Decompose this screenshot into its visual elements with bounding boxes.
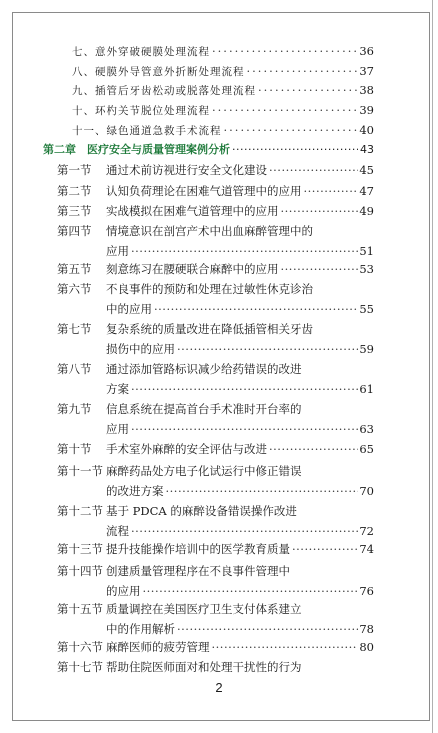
section-title-line bbox=[106, 622, 374, 636]
section-number: 第十三节 bbox=[57, 542, 103, 556]
toc-entry[interactable] bbox=[72, 123, 374, 138]
leader-dots bbox=[129, 422, 358, 436]
section-page: 49 bbox=[359, 204, 374, 218]
leader-dots bbox=[175, 342, 358, 356]
leader-dots bbox=[256, 83, 358, 97]
leader-dots bbox=[222, 123, 359, 137]
leader-dots bbox=[175, 622, 358, 636]
toc-entry[interactable] bbox=[72, 103, 374, 118]
section-page: 47 bbox=[359, 184, 374, 198]
section-title-line bbox=[106, 660, 374, 674]
section-title-line bbox=[106, 382, 374, 396]
section-title-line bbox=[106, 204, 374, 218]
section-number: 第五节 bbox=[57, 262, 92, 276]
section-title: 麻醉医师的疲劳管理 bbox=[106, 640, 210, 654]
toc-entry[interactable] bbox=[72, 83, 374, 98]
leader-dots bbox=[129, 244, 358, 258]
section-page: 45 bbox=[359, 163, 374, 177]
section-title-line bbox=[106, 640, 374, 654]
section-title-line bbox=[106, 542, 374, 556]
leader-dots bbox=[210, 640, 359, 654]
chapter-heading[interactable] bbox=[43, 143, 374, 157]
leader-dots bbox=[164, 484, 359, 498]
section-title: 中的应用 bbox=[106, 301, 152, 316]
toc-entry-title: 十一、绿色通道急救手术流程 bbox=[72, 125, 222, 137]
section-title-line bbox=[106, 163, 374, 177]
section-title: 应用 bbox=[106, 243, 129, 258]
section-page: 65 bbox=[359, 442, 374, 456]
section-number: 第七节 bbox=[57, 322, 92, 336]
section-number: 第十五节 bbox=[57, 602, 103, 616]
section-number: 第十节 bbox=[57, 442, 92, 456]
section-title: 帮助住院医师面对和处理干扰性的行为 bbox=[106, 660, 302, 674]
section-number: 第六节 bbox=[57, 282, 92, 296]
section-page: 78 bbox=[359, 621, 374, 636]
toc-entry-page: 37 bbox=[359, 64, 374, 78]
toc-entry-page: 36 bbox=[359, 44, 374, 58]
section-title: 损伤中的应用 bbox=[106, 341, 175, 356]
section-number: 第四节 bbox=[57, 224, 92, 238]
section-title-line bbox=[106, 244, 374, 258]
leader-dots bbox=[141, 584, 359, 598]
leader-dots bbox=[230, 143, 358, 157]
leader-dots bbox=[129, 382, 358, 396]
toc-entry-title: 九、插管后牙齿松动或脱落处理流程 bbox=[72, 85, 256, 97]
section-page: 76 bbox=[359, 583, 374, 598]
section-title: 情境意识在剖宫产术中出血麻醉管理中的 bbox=[106, 224, 313, 238]
toc-entry-page: 40 bbox=[359, 123, 374, 137]
section-title: 的应用 bbox=[106, 583, 141, 598]
section-title: 中的作用解析 bbox=[106, 621, 175, 636]
section-title: 复杂系统的质量改进在降低插管相关牙齿 bbox=[106, 322, 313, 336]
toc-entry-title: 八、硬膜外导管意外折断处理流程 bbox=[72, 66, 245, 78]
section-number: 第二节 bbox=[57, 184, 92, 198]
section-title-line bbox=[106, 442, 374, 456]
section-page: 74 bbox=[359, 542, 374, 556]
leader-dots bbox=[267, 163, 358, 177]
section-title: 提升技能操作培训中的医学教育质量 bbox=[106, 542, 290, 556]
chapter-page: 43 bbox=[360, 143, 374, 156]
section-number: 第九节 bbox=[57, 402, 92, 416]
section-page: 72 bbox=[359, 523, 374, 538]
section-title-line bbox=[106, 422, 374, 436]
section-title: 手术室外麻醉的安全评估与改进 bbox=[106, 442, 267, 456]
section-title-line bbox=[106, 524, 374, 538]
section-title-line bbox=[106, 584, 374, 598]
section-title: 信息系统在提高首台手术准时开台率的 bbox=[106, 402, 302, 416]
section-number: 第十七节 bbox=[57, 660, 103, 674]
section-number: 第一节 bbox=[57, 163, 92, 177]
leader-dots bbox=[279, 262, 359, 276]
section-title-line bbox=[106, 342, 374, 356]
leader-dots bbox=[267, 442, 358, 456]
section-title: 质量调控在美国医疗卫生支付体系建立 bbox=[106, 602, 302, 616]
section-title: 认知负荷理论在困难气道管理中的应用 bbox=[106, 184, 302, 198]
section-title: 创建质量管理程序在不良事件管理中 bbox=[106, 564, 290, 578]
toc-entry-page: 39 bbox=[359, 103, 374, 117]
leader-dots bbox=[245, 64, 359, 78]
toc-entry[interactable] bbox=[72, 44, 374, 59]
section-title: 流程 bbox=[106, 523, 129, 538]
leader-dots bbox=[129, 524, 358, 538]
section-page: 55 bbox=[359, 301, 374, 316]
section-title: 麻醉药品处方电子化试运行中修正错误 bbox=[106, 464, 302, 478]
section-page: 61 bbox=[359, 381, 374, 396]
section-title-line bbox=[106, 302, 374, 316]
section-number: 第三节 bbox=[57, 204, 92, 218]
leader-dots bbox=[152, 302, 358, 316]
toc-entry-title: 七、意外穿破硬膜处理流程 bbox=[72, 46, 210, 58]
section-number: 第十二节 bbox=[57, 504, 103, 518]
section-title: 的改进方案 bbox=[106, 483, 164, 498]
leader-dots bbox=[302, 184, 359, 198]
section-title: 实战模拟在困难气道管理中的应用 bbox=[106, 204, 279, 218]
leader-dots bbox=[290, 542, 358, 556]
section-title: 通过添加管路标识减少给药错误的改进 bbox=[106, 362, 302, 376]
section-title: 不良事件的预防和处理在过敏性休克诊治 bbox=[106, 282, 313, 296]
toc-entry[interactable] bbox=[72, 64, 374, 79]
section-number: 第十六节 bbox=[57, 640, 103, 654]
section-page: 51 bbox=[359, 243, 374, 258]
section-title-line bbox=[106, 184, 374, 198]
leader-dots bbox=[210, 103, 358, 117]
leader-dots bbox=[279, 204, 359, 218]
section-number: 第十一节 bbox=[57, 464, 103, 478]
section-title: 基于 PDCA 的麻醉设备错误操作改进 bbox=[106, 504, 297, 518]
page-number: 2 bbox=[215, 680, 223, 695]
section-title: 刻意练习在腰硬联合麻醉中的应用 bbox=[106, 262, 279, 276]
toc-entry-page: 38 bbox=[359, 83, 374, 97]
toc-entry-title: 十、环杓关节脱位处理流程 bbox=[72, 105, 210, 117]
page-edge-line bbox=[432, 0, 433, 733]
section-page: 53 bbox=[359, 262, 374, 276]
section-page: 80 bbox=[359, 640, 374, 654]
leader-dots bbox=[210, 44, 358, 58]
section-number: 第八节 bbox=[57, 362, 92, 376]
section-title: 通过术前访视进行安全文化建设 bbox=[106, 163, 267, 177]
section-page: 59 bbox=[359, 341, 374, 356]
chapter-title: 第二章 医疗安全与质量管理案例分析 bbox=[43, 143, 230, 156]
section-page: 63 bbox=[359, 421, 374, 436]
section-title: 应用 bbox=[106, 421, 129, 436]
section-title-line bbox=[106, 262, 374, 276]
section-title-line bbox=[106, 484, 374, 498]
section-number: 第十四节 bbox=[57, 564, 103, 578]
section-page: 70 bbox=[359, 483, 374, 498]
section-title: 方案 bbox=[106, 381, 129, 396]
